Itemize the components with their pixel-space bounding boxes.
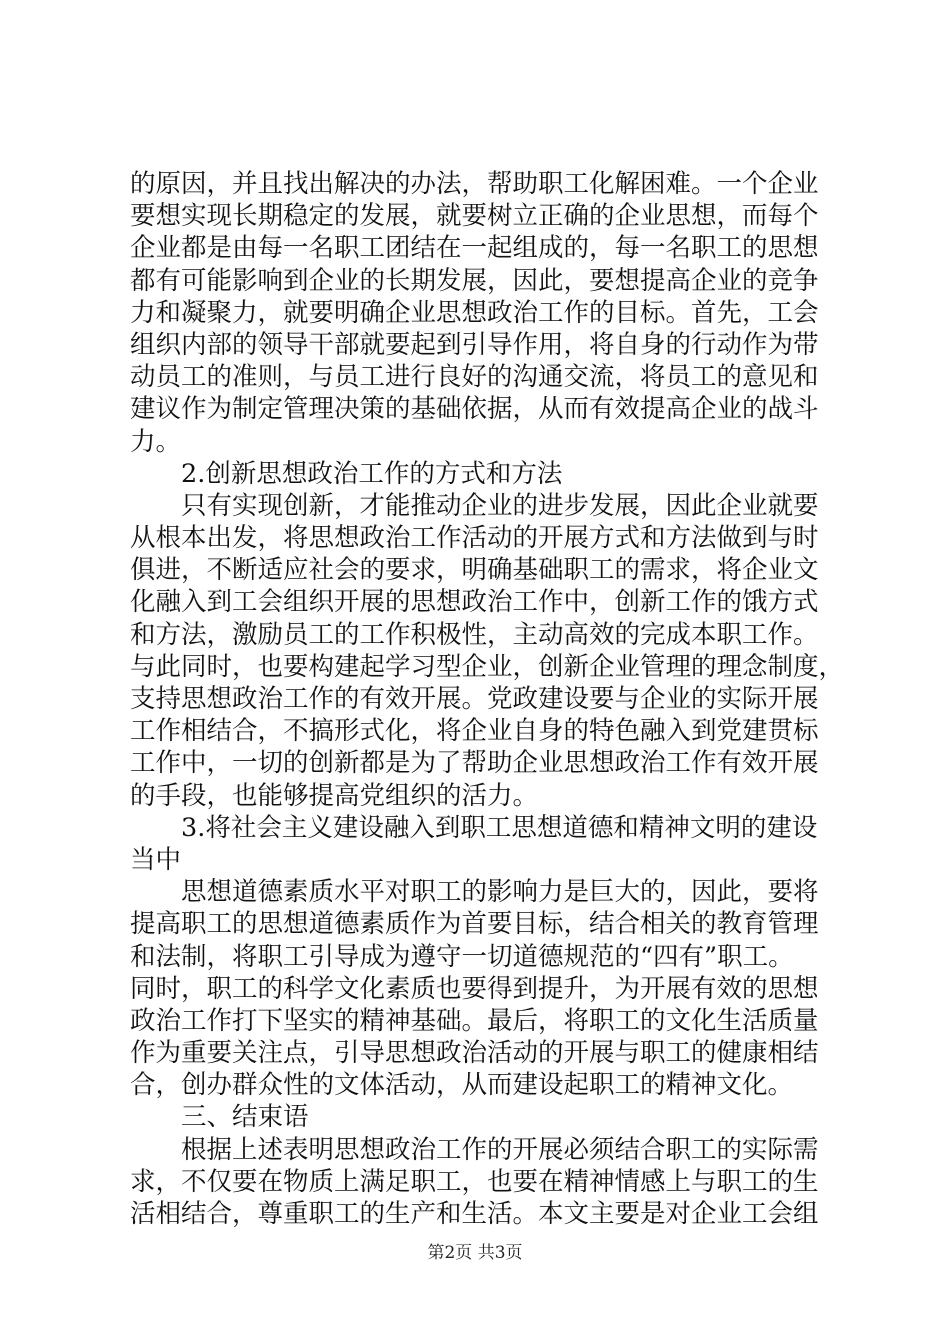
text-line: 同时，职工的科学文化素质也要得到提升，为开展有效的思想	[130, 973, 819, 1004]
text-line: 工作中，一切的创新都是为了帮助企业思想政治工作有效开展	[130, 748, 819, 779]
text-line: 力。	[130, 426, 182, 457]
section-heading: 当中	[130, 844, 182, 875]
body-text	[130, 168, 845, 1230]
text-line: 作为重要关注点，引导思想政治活动的开展与职工的健康相结	[130, 1038, 819, 1069]
text-line: 提高职工的思想道德素质作为首要目标，结合相关的教育管理	[130, 909, 819, 940]
page-number-label: 第2页 共3页	[427, 1243, 523, 1263]
text-line: 建议作为制定管理决策的基础依据，从而有效提高企业的战斗	[130, 394, 819, 425]
section-heading: 三、结束语	[130, 1102, 309, 1133]
text-line: 的原因，并且找出解决的办法，帮助职工化解困难。一个企业	[130, 169, 819, 199]
text-line: 与此同时，也要构建起学习型企业，创新企业管理的理念制度，	[130, 651, 845, 682]
text-line: 工作相结合，不搞形式化，将企业自身的特色融入到党建贯标	[130, 716, 819, 747]
text-line: 动员工的准则，与员工进行良好的沟通交流，将员工的意见和	[130, 362, 819, 393]
text-line: 和方法，激励员工的工作积极性，主动高效的完成本职工作。	[130, 619, 819, 650]
text-line: 求，不仅要在物质上满足职工，也要在精神情感上与职工的生	[130, 1166, 819, 1197]
section-heading: 2.创新思想政治工作的方式和方法	[130, 458, 563, 489]
text-line: 从根本出发，将思想政治工作活动的开展方式和方法做到与时	[130, 523, 819, 554]
page-footer	[0, 1242, 950, 1264]
text-line: 都有可能影响到企业的长期发展，因此，要想提高企业的竞争	[130, 265, 819, 296]
section-heading: 3.将社会主义建设融入到职工思想道德和精神文明的建设	[130, 812, 818, 843]
text-line: 化融入到工会组织开展的思想政治工作中，创新工作的饿方式	[130, 587, 819, 618]
text-line: 俱进，不断适应社会的要求，明确基础职工的需求，将企业文	[130, 555, 819, 586]
text-line: 思想道德素质水平对职工的影响力是巨大的，因此，要将	[130, 877, 819, 908]
text-line: 只有实现创新，才能推动企业的进步发展，因此企业就要	[130, 490, 819, 521]
text-line: 活相结合，尊重职工的生产和生活。本文主要是对企业工会组	[130, 1199, 819, 1229]
text-line: 支持思想政治工作的有效开展。党政建设要与企业的实际开展	[130, 684, 819, 714]
text-line: 力和凝聚力，就要明确企业思想政治工作的目标。首先，工会	[130, 297, 819, 328]
text-line: 要想实现长期稳定的发展，就要树立正确的企业思想，而每个	[130, 201, 819, 232]
text-line: 根据上述表明思想政治工作的开展必须结合职工的实际需	[130, 1134, 819, 1165]
text-line: 组织内部的领导干部就要起到引导作用，将自身的行动作为带	[130, 329, 819, 360]
text-line: 和法制，将职工引导成为遵守一切道德规范的“四有”职工。	[130, 941, 794, 972]
text-line: 政治工作打下坚实的精神基础。最后，将职工的文化生活质量	[130, 1005, 819, 1036]
text-line: 的手段，也能够提高党组织的活力。	[130, 780, 539, 811]
text-line: 合，创办群众性的文体活动，从而建设起职工的精神文化。	[130, 1070, 794, 1101]
text-line: 企业都是由每一名职工团结在一起组成的，每一名职工的思想	[130, 233, 819, 264]
